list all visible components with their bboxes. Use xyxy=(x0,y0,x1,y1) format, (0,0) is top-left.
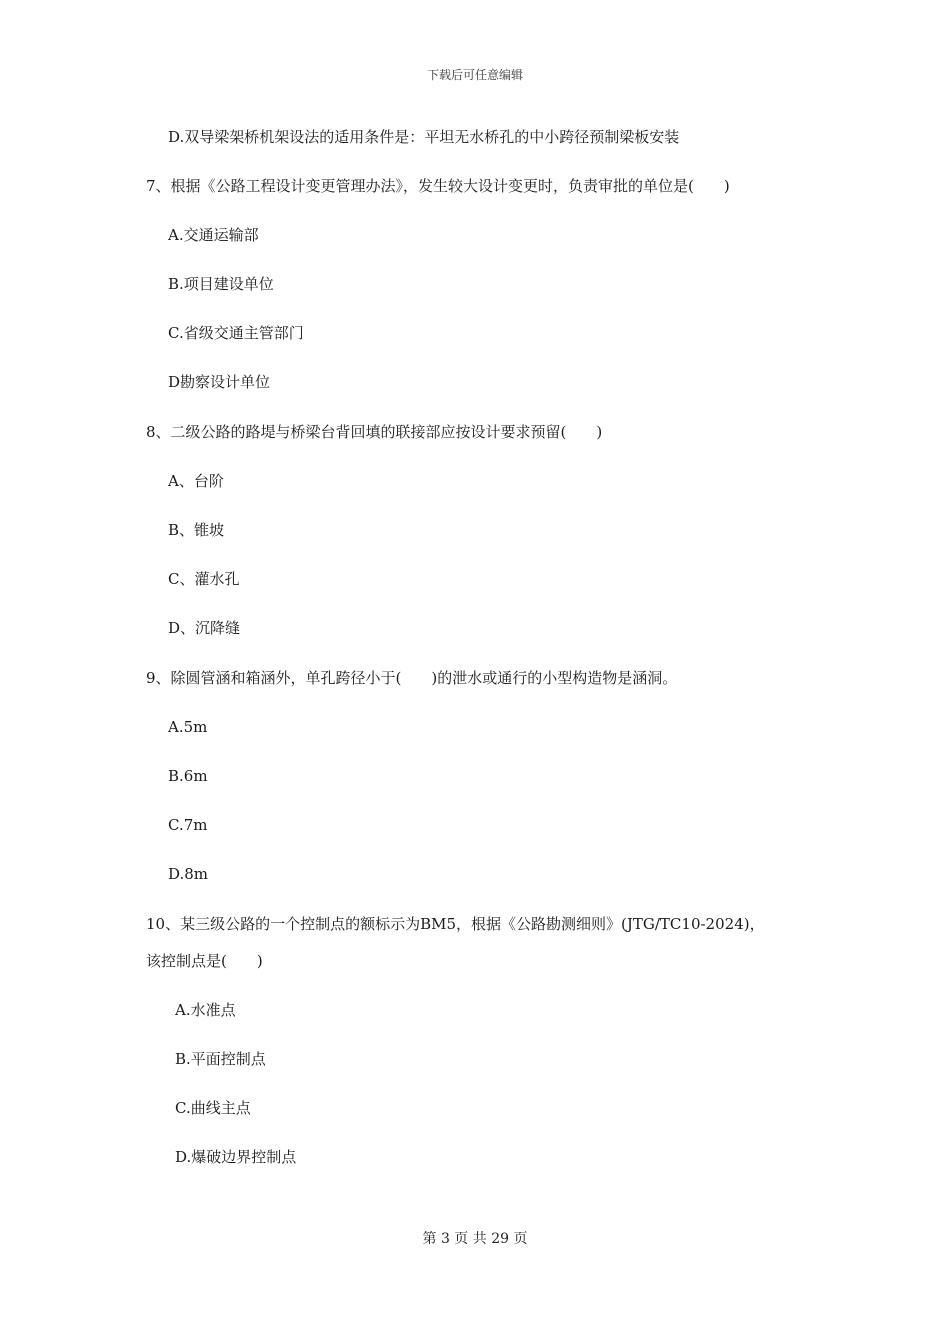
prev-question-option-d: D.双导梁架桥机架设法的适用条件是：平坦无水桥孔的中小跨径预制梁板安装 xyxy=(168,128,680,146)
question-8-option-b: B、锥坡 xyxy=(168,521,225,539)
question-7-option-b: B.项目建设单位 xyxy=(168,275,274,293)
question-9-option-c: C.7m xyxy=(168,816,208,834)
question-9-stem: 9、除圆管涵和箱涵外，单孔跨径小于( )的泄水或通行的小型构造物是涵洞。 xyxy=(146,669,678,687)
question-7-option-c: C.省级交通主管部门 xyxy=(168,324,304,342)
question-8-option-c: C、灌水孔 xyxy=(168,570,240,588)
question-10-option-d: D.爆破边界控制点 xyxy=(175,1148,297,1166)
question-7-option-d: D勘察设计单位 xyxy=(168,373,271,391)
question-10-stem-line1: 10、某三级公路的一个控制点的额标示为BM5，根据《公路勘测细则》(JTG/TC10-2024)， xyxy=(146,915,765,933)
question-7-stem: 7、根据《公路工程设计变更管理办法》，发生较大设计变更时，负责审批的单位是( ) xyxy=(146,177,730,195)
question-9-option-d: D.8m xyxy=(168,865,209,883)
question-10-option-b: B.平面控制点 xyxy=(175,1050,266,1068)
question-9-option-a: A.5m xyxy=(168,718,208,736)
question-7-option-a: A.交通运输部 xyxy=(168,226,259,244)
page-header: 下载后可任意编辑 xyxy=(426,68,523,82)
question-8-option-a: A、台阶 xyxy=(168,472,224,490)
page-footer: 第 3 页 共 29 页 xyxy=(422,1231,528,1247)
question-10-stem-line2: 该控制点是( ) xyxy=(146,952,263,970)
question-8-option-d: D、沉降缝 xyxy=(168,619,241,637)
question-8-stem: 8、二级公路的路堤与桥梁台背回填的联接部应按设计要求预留( ) xyxy=(146,423,603,441)
question-9-option-b: B.6m xyxy=(168,767,208,785)
question-10-option-c: C.曲线主点 xyxy=(175,1099,251,1117)
question-10-option-a: A.水准点 xyxy=(175,1001,236,1019)
